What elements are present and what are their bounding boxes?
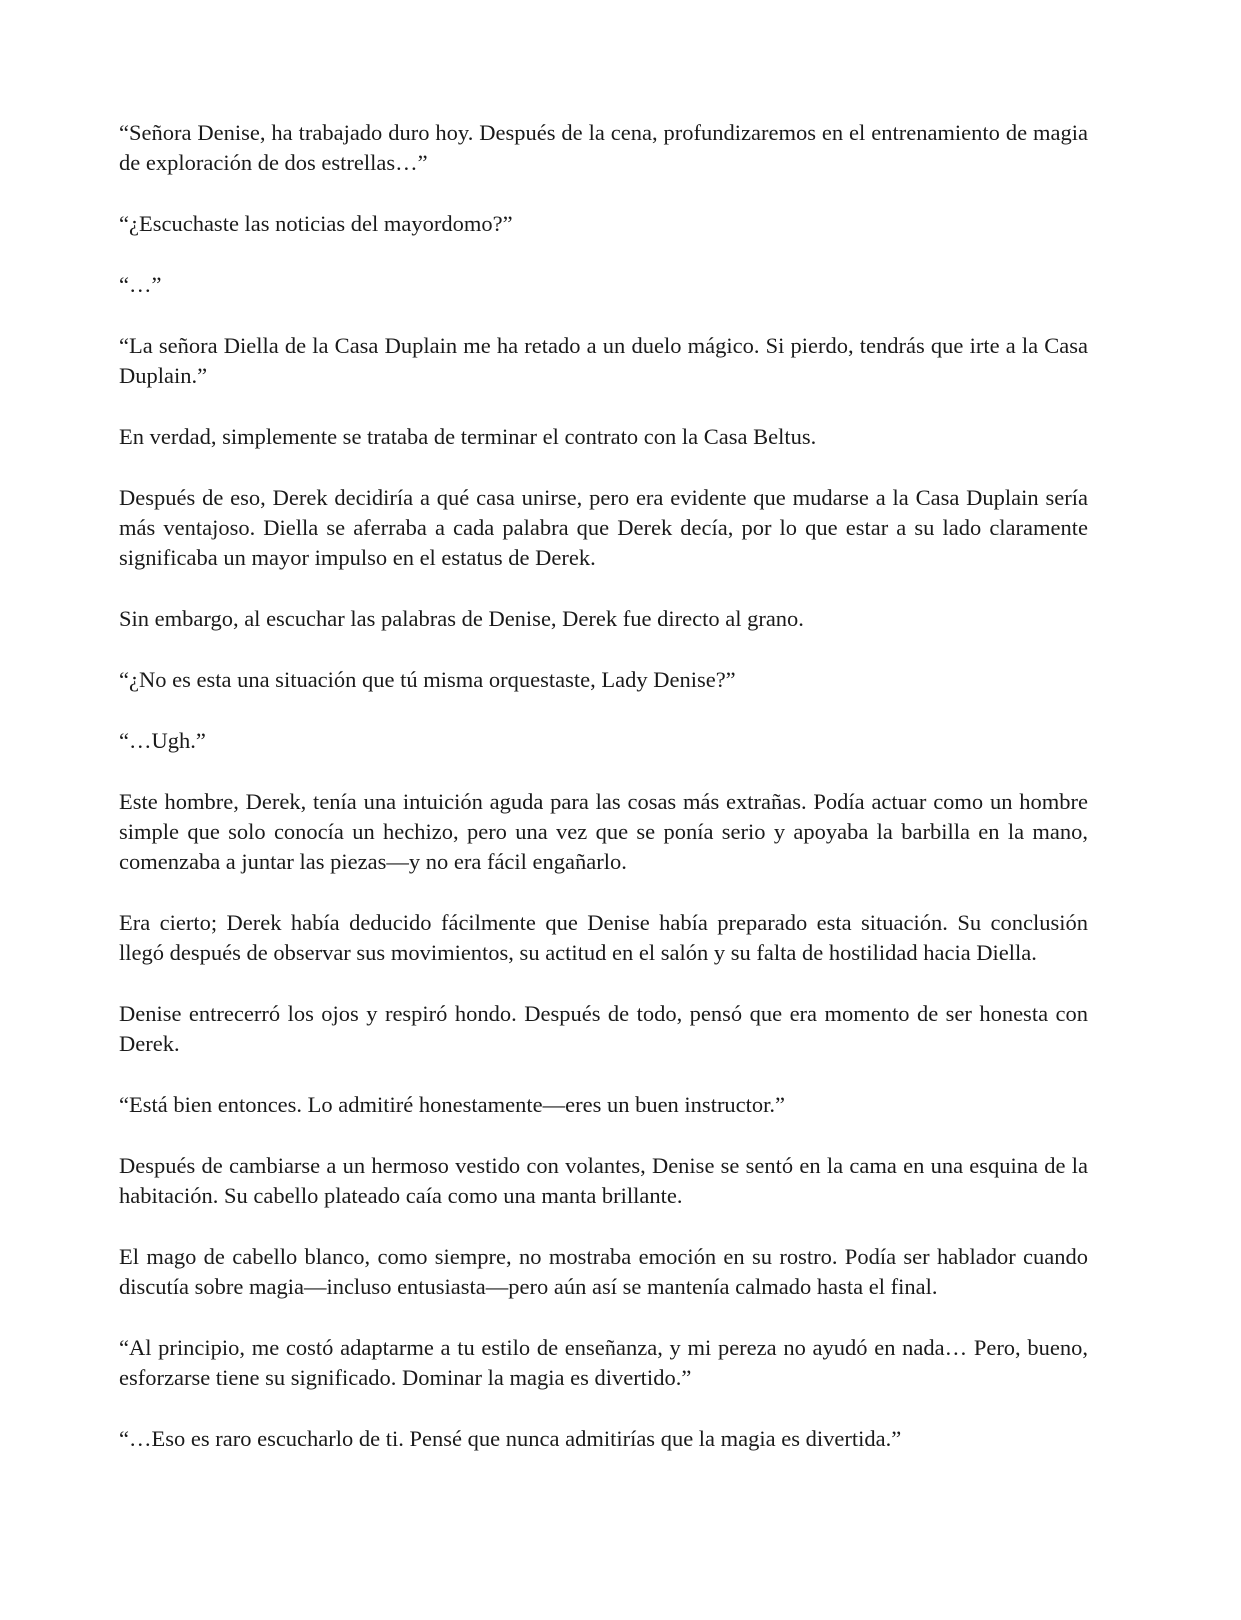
paragraph: Después de eso, Derek decidiría a qué casa unirse, pero era evidente que mudarse a la Casa Duplain sería más ventajoso. Diella se aferraba a cada palabra que Derek decía, por lo que estar a su lado claramente significaba un mayor impulso en el estatus de Derek. bbox=[119, 485, 1088, 570]
paragraph: “Al principio, me costó adaptarme a tu estilo de enseñanza, y mi pereza no ayudó en nada… Pero, bueno, esforzarse tiene su significado. Dominar la magia es divertido.” bbox=[119, 1335, 1088, 1390]
paragraph: Denise entrecerró los ojos y respiró hondo. Después de todo, pensó que era momento de ser honesta con Derek. bbox=[119, 1001, 1088, 1056]
paragraph: “Está bien entonces. Lo admitiré honestamente—eres un buen instructor.” bbox=[119, 1092, 786, 1117]
paragraph: “¿No es esta una situación que tú misma orquestaste, Lady Denise?” bbox=[119, 667, 736, 692]
paragraph: “…” bbox=[119, 272, 162, 297]
paragraph: Era cierto; Derek había deducido fácilmente que Denise había preparado esta situación. Su conclusión llegó después de observar sus movimientos, su actitud en el salón y su falta de hostilidad hacia Diella. bbox=[119, 910, 1088, 965]
paragraph: Después de cambiarse a un hermoso vestido con volantes, Denise se sentó en la cama en una esquina de la habitación. Su cabello plateado caía como una manta brillante. bbox=[119, 1153, 1088, 1208]
paragraph: El mago de cabello blanco, como siempre, no mostraba emoción en su rostro. Podía ser hablador cuando discutía sobre magia—incluso entusiasta—pero aún así se mantenía calmado hasta el final. bbox=[119, 1244, 1088, 1299]
paragraph: “¿Escuchaste las noticias del mayordomo?” bbox=[119, 211, 513, 236]
paragraph: Este hombre, Derek, tenía una intuición aguda para las cosas más extrañas. Podía actuar como un hombre simple que solo conocía un hechizo, pero una vez que se ponía serio y apoyaba la barbilla en la mano, comenzaba a juntar las piezas—y no era fácil engañarlo. bbox=[119, 789, 1088, 874]
paragraph: “La señora Diella de la Casa Duplain me ha retado a un duelo mágico. Si pierdo, tendrás que irte a la Casa Duplain.” bbox=[119, 333, 1088, 388]
paragraph: En verdad, simplemente se trataba de terminar el contrato con la Casa Beltus. bbox=[119, 424, 817, 449]
paragraph: Sin embargo, al escuchar las palabras de Denise, Derek fue directo al grano. bbox=[119, 606, 804, 631]
paragraph: “…Eso es raro escucharlo de ti. Pensé que nunca admitirías que la magia es divertida.” bbox=[119, 1426, 902, 1451]
document-page bbox=[119, 118, 1088, 1485]
paragraph: “Señora Denise, ha trabajado duro hoy. Después de la cena, profundizaremos en el entrenamiento de magia de exploración de dos estrellas…” bbox=[119, 120, 1088, 175]
paragraph: “…Ugh.” bbox=[119, 728, 206, 753]
